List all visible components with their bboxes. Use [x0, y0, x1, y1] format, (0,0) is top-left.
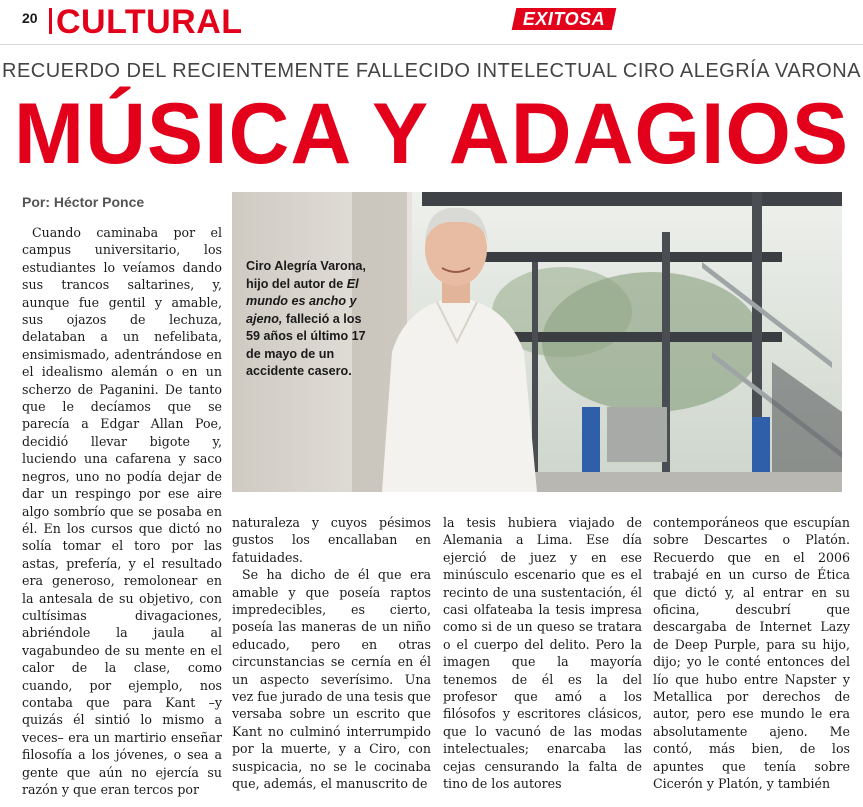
article-byline: Por: Héctor Ponce	[22, 194, 145, 210]
brand-logo	[508, 2, 620, 36]
article-paragraph-continued: contemporáneos que escupían sobre Descartes o Platón. Recuerdo que en el 2006 trabajé en un curso de Ética que dictó y, al entrar en su oficina, descubrí que descargaba de Internet Lazy de Deep Purple, para su hijo, dijo; yo le conté entonces del lío que hubo entre Napster y Metallica por derechos de autor, pero ese mundo le era absolutamente ajeno. Me contó, más bien, de los apuntes que tenía sobre Cicerón y Platón, y también	[653, 515, 850, 792]
article-column-4	[653, 514, 850, 806]
header-rule	[0, 44, 863, 45]
logo-text: EXITOSA	[522, 9, 606, 29]
section-title: CULTURAL	[56, 3, 243, 41]
section-divider	[49, 8, 52, 34]
caption-text-end: falleció a los 59 años el último 17 de mayo de un accidente casero.	[246, 311, 366, 378]
page-number: 20	[22, 10, 38, 26]
article-paragraph-continued: la tesis hubiera viajado de Alemania a Lima. Ese día ejerció de juez y en ese minúsculo escenario que es el recinto de una sustentación, él casi olfateaba la tesis impresa como si de un queso se tratara o el cuerpo del delito. Pero la imagen que la mayoría tenemos de él es la del profesor que amó a los filósofos y escritores clásicos, que lo vacunó de las modas intelectuales; enarcaba las cejas censurando la falta de tino de los autores	[443, 515, 642, 792]
caption-book-title: El mundo es ancho y ajeno,	[246, 276, 359, 326]
article-paragraph-continued: naturaleza y cuyos pésimos gustos los encallaban en fatuidades.	[232, 515, 431, 565]
caption-text: Ciro Alegría Varona, hijo del autor de	[246, 259, 366, 291]
photo-caption	[246, 258, 366, 381]
article-paragraph: Se ha dicho de él que era amable y que poseía raptos impredecibles, es cierto, poseía las maneras de un niño educado, pero en otras circunstancias se cernía en él un aspecto severísimo. Una vez fue jurado de una tesis que versaba sobre un escrito que Kant no culminó interrumpido por la muerte, y a Ciro, con suspicacia, no se le cocinaba que, además, el manuscrito de	[232, 567, 431, 792]
article-column-2	[232, 514, 431, 806]
article-column-1	[22, 224, 222, 806]
article-paragraph: Cuando caminaba por el campus universitario, los estudiantes lo veíamos dando sus trancos saltarines, y, aunque fue gentil y amable, sus ojazos de lechuza, delataban a un nefelibata, ensimismado, adentrándose en el idealismo alemán o en un scherzo de Paganini. De tanto que le decíamos que se parecía a Edgar Allan Poe, decidió llevar bigote y, luciendo una cafarena y saco negros, uno no podía dejar de dar un respingo por ese aire algo sombrío que se posaba en él. En los cursos que dictó no solía tomar el toro por las astas, prefería, y el resultado era generoso, remolonear en la antesala de su objetivo, con cultísimas divagaciones, abriéndole la jaula al vagabundeo de su mente en el calor de la clase, como cuando, por ejemplo, nos contaba que para Kant –y quizás él sintió lo mismo a veces– era un martirio enseñar filosofía a los jóvenes, o sea a gente que aún no ejercía su razón y que eran tercos por	[22, 225, 222, 797]
article-kicker: RECUERDO DEL RECIENTEMENTE FALLECIDO INTELECTUAL CIRO ALEGRÍA VARONA	[2, 60, 861, 82]
article-headline: MÚSICA Y ADAGIOS	[13, 86, 850, 182]
article-column-3	[443, 514, 642, 806]
